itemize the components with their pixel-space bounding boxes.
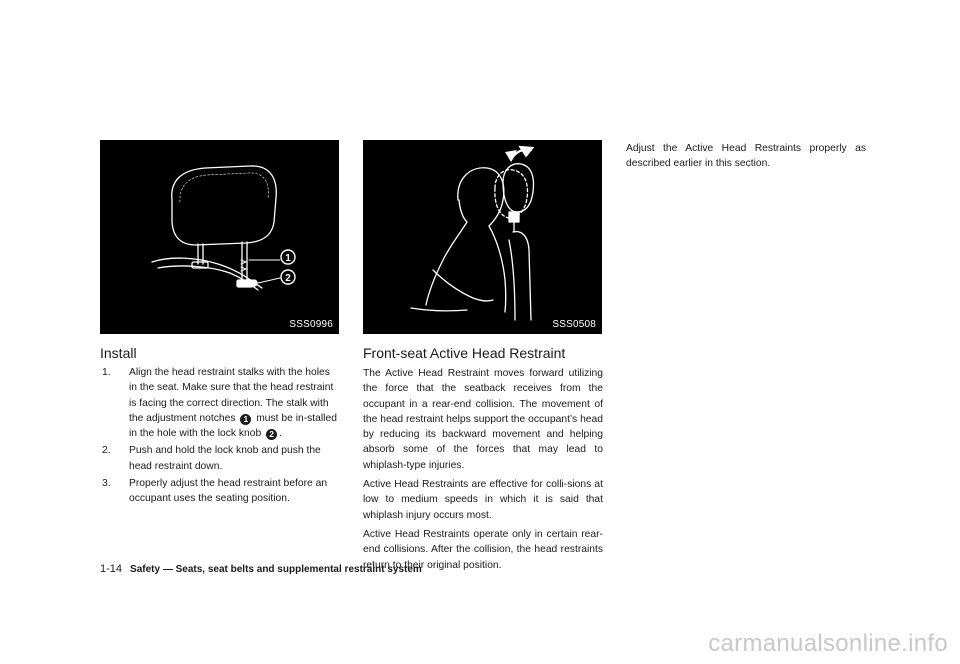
body-paragraph: Active Head Restraints operate only in certain rear-end collisions. After the collision, the head restraints return to their original position. — [363, 528, 603, 571]
step-text: Align the head restraint stalks with the holes in the seat. Make sure that the head restraint is facing the correct direction. The stalk with the adjustment notches — [129, 367, 334, 424]
section-title: Safety — Seats, seat belts and supplemental restraint system — [130, 564, 422, 575]
step-text: Push and hold the lock knob and push the head restraint down. — [129, 445, 321, 472]
install-step — [100, 443, 340, 474]
section-heading-active-head-restraint: Front-seat Active Head Restraint — [363, 345, 566, 361]
step-text: must be in-stalled in the hole with the lock knob — [129, 412, 337, 440]
body-paragraph: The Active Head Restraint moves forward utilizing the force that the seatback receives from the occupant in a rear-end collision. The movement of the head restraint helps support the occupant’s head by reducing its backward movement and helping absorb some of the forces that may lead to whiplash-type injuries. — [363, 368, 603, 471]
callout-1-badge: 1 — [240, 414, 251, 425]
active-head-restraint-body — [363, 366, 603, 577]
step-number: 1. — [102, 367, 111, 378]
body-paragraph: Active Head Restraints are effective for colli-sions at low to medium speeds in which it is said that whiplash injury occurs most. — [363, 479, 603, 521]
step-text: . — [279, 428, 282, 440]
step-text: Properly adjust the head restraint before an occupant uses the seating position. — [129, 478, 328, 505]
install-step — [100, 476, 340, 507]
install-steps-list — [100, 365, 340, 509]
step-number: 3. — [102, 478, 111, 490]
callout-2: 2 — [285, 273, 291, 284]
page-number: 1-14 — [100, 563, 123, 575]
body-paragraph: Adjust the Active Head Restraints properly as described earlier in this section. — [626, 143, 866, 170]
figure-code: SSS0508 — [552, 319, 596, 330]
active-head-restraint-figure — [363, 140, 602, 334]
callout-1: 1 — [285, 253, 291, 264]
install-step — [100, 365, 340, 441]
active-head-restraint-illustration — [363, 140, 602, 334]
callout-2-badge: 2 — [266, 429, 277, 440]
install-figure — [100, 140, 339, 334]
step-number: 2. — [102, 445, 111, 457]
head-restraint-install-illustration — [100, 140, 339, 334]
figure-code: SSS0996 — [289, 319, 333, 330]
watermark: carmanualsonline.info — [708, 630, 948, 657]
right-column — [626, 141, 866, 176]
section-heading-install: Install — [100, 345, 137, 361]
page-footer — [100, 563, 422, 575]
